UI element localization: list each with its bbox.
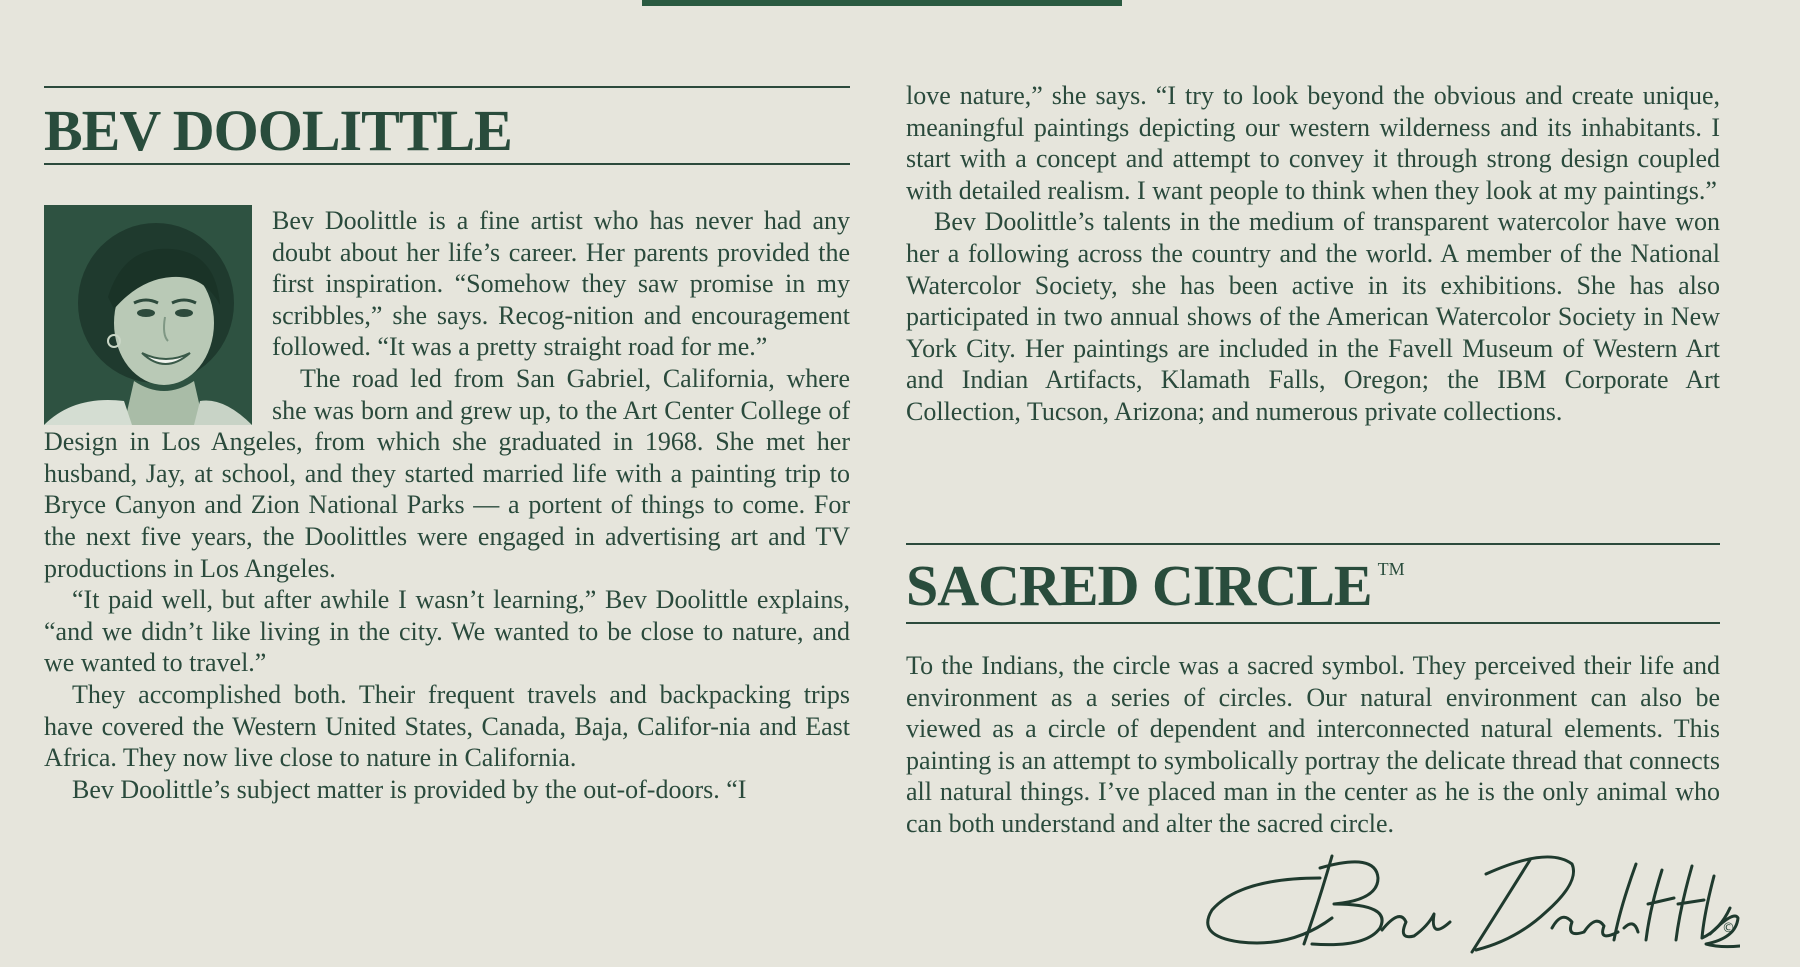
bio-paragraph-3: “It paid well, but after awhile I wasn’t learning,” Bev Doolittle explains, “and we didn’t like living in the city. We wanted to be close to nature, and we wanted to travel.” <box>44 585 850 678</box>
top-rule <box>44 86 850 88</box>
heading-rule <box>44 163 850 165</box>
section-top-rule <box>906 543 1720 545</box>
continuation-paragraph-1: love nature,” she says. “I try to look beyond the obvious and create unique, meaningful paintings depicting our western wilderness and its inhabitants. I start with a concept and attempt to convey it through strong design coupled with detailed realism. I want people to think when they look at my paintings.” <box>906 81 1720 205</box>
continuation-text <box>906 80 1720 428</box>
artist-signature <box>1200 848 1740 958</box>
bio-paragraph-5: Bev Doolittle’s subject matter is provided by the out-of-doors. “I <box>72 774 747 804</box>
painting-description-paragraph: To the Indians, the circle was a sacred symbol. They perceived their life and environment as a series of circles. Our natural environment can also be viewed as a circle of dependent and interconnected natural elements. This painting is an attempt to symbolically portray the delicate thread that connects all natural things. I’ve placed man in the center as he is the only animal who can both understand and alter the sacred circle. <box>906 651 1720 838</box>
top-color-band <box>642 0 1122 6</box>
bio-paragraph-1: Bev Doolittle is a fine artist who has never had any doubt about her life’s career. Her parents provided the first inspiration. “Somehow they saw promise in my scribbles,” she says. Recog-nition and encouragement followed. “It was a pretty straight road for me.” <box>272 206 850 362</box>
artist-heading: BEV DOOLITTLE <box>44 98 512 163</box>
copyright-mark: © <box>1722 921 1735 936</box>
bio-text <box>44 205 850 805</box>
artist-portrait-photo <box>44 205 252 425</box>
painting-title: SACRED CIRCLE <box>906 553 1372 618</box>
bio-paragraph-4: They accomplished both. Their frequent travels and backpacking trips have covered the Western United States, Canada, Baja, Califor-nia and East Africa. They now live close to nature in California. <box>44 679 850 773</box>
painting-heading <box>906 553 1405 618</box>
continuation-paragraph-2: Bev Doolittle’s talents in the medium of transparent watercolor have won her a following across the country and the world. A member of the National Watercolor Society, she has been active in its exhibitions. She has also participated in two annual shows of the American Watercolor Society in New York City. Her paintings are included in the Favell Museum of Western Art and Indian Artifacts, Klamath Falls, Oregon; the IBM Corporate Art Collection, Tucson, Arizona; and numerous private collections. <box>906 207 1720 426</box>
trademark-mark: TM <box>1377 559 1405 579</box>
painting-description <box>906 650 1720 840</box>
bio-paragraph-2: The road led from San Gabriel, California, where she was born and grew up, to the Art Center College of Design in Los Angeles, from which she graduated in 1968. She met her husband, Jay, at school, and they started married life with a painting trip to Bryce Canyon and Zion National Parks — a portent of things to come. For the next five years, the Doolittles were engaged in advertising art and TV productions in Los Angeles. <box>44 363 850 583</box>
section-heading-rule <box>906 622 1720 624</box>
